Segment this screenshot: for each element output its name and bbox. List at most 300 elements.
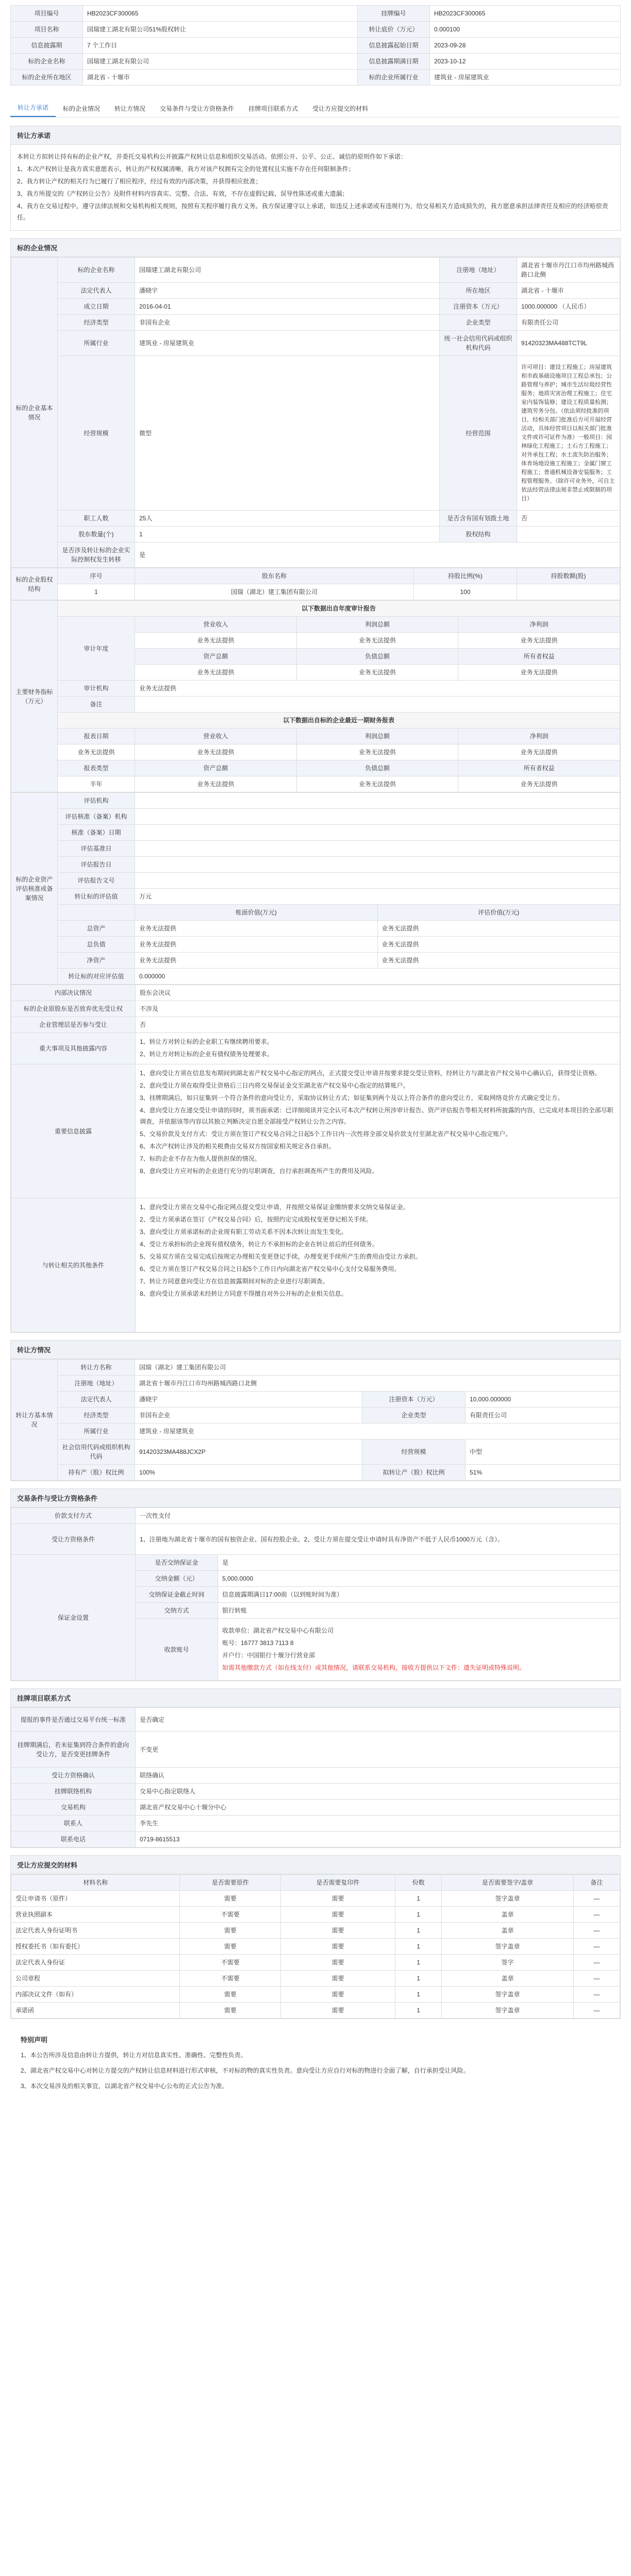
reg-address: 湖北省十堰市丹江口市均州路城西路口北侧 (517, 258, 620, 283)
cell: 1 (395, 1971, 442, 1987)
promise-line: 本转让方拟转让持有标的企业产权，并委托交易机构公开披露产权转让信息和组织交易活动。依照公开、公平、公正、诚信的原则作如下承诺： (17, 153, 407, 160)
label: 经营规模 (58, 356, 135, 511)
business-scope: 许可项目：建设工程施工；房屋建筑和市政基础设施项目工程总承包；公路管理与养护；城市生活垃圾经营性服务；地质灾害治理工程施工；住宅室内装饰装修；建设工程质量检测；建筑劳务分包。（依法须经批准的项目，经相关部门批准后方可开展经营活动，具体经营项目以相关部门批准文件或许可证件为准）一般项目：园林绿化工程施工；土石方工程施工；对外承包工程；水土流失防治服务；体育场地设施工程施工；金属门窗工程施工；普通机械设备安装服务；工程管理服务。（除许可业务外，可自主依法经营法律法规非禁止或限制的项目） (517, 356, 620, 511)
col-header: 利润总额 (296, 728, 458, 744)
label: 项目编号 (11, 6, 83, 22)
label: 企业类型 (362, 1408, 466, 1423)
value: 建筑业 - 房屋建筑业 (430, 70, 621, 86)
value: 国瑞建工湖北有限公司51%股权转让 (83, 22, 358, 38)
cell: 业务无法提供 (135, 744, 297, 760)
label: 项目名称 (11, 22, 83, 38)
cell: 盖章 (442, 1923, 574, 1939)
cond-line: 6、受让方须在签订产权交易合同之日起5个工作日内向湖北省产权交易中心支付交易服务费用。 (140, 1265, 401, 1273)
key-line: 4、意向受让方在递交受让申请的同时，须书面承诺：已详细阅读并完全认可本次产权转让所涉审计报告、资产评估报告等相关材料所披露的内容，已完成对本项目的全部尽职调查，并依据该等内容以其独立判断决定自愿全部接受产权转让公告之内容。 (140, 1107, 613, 1125)
cell: 业务无法提供 (458, 776, 620, 792)
label: 审计机构 (58, 681, 135, 697)
value (135, 857, 620, 873)
table-row (11, 2003, 620, 2019)
label: 标的企业名称 (11, 54, 83, 70)
assess-row (11, 809, 620, 825)
cell: 需要 (180, 1939, 281, 1955)
acct-line: 收款单位：湖北省产权交易中心有限公司 (222, 1626, 334, 1634)
value (135, 841, 620, 857)
assess-table (11, 792, 620, 985)
seller-own-pct: 100% (135, 1465, 362, 1481)
key-line: 8、意向受让方应对标的企业进行充分的尽职调查，自行承担调查所产生的费用及风险。 (140, 1167, 378, 1175)
label: 收款账号 (136, 1619, 218, 1681)
tab-2[interactable]: 标的企业情况 (63, 105, 101, 112)
value: HB2023CF300065 (83, 6, 358, 22)
label: 是否涉及转让标的企业实际控制权发生转移 (58, 543, 135, 568)
found-date: 2016-04-01 (135, 299, 440, 315)
cell: 不需要 (180, 1907, 281, 1923)
project-summary-table (10, 5, 621, 86)
label: 交易机构 (11, 1800, 136, 1816)
label: 企业类型 (440, 315, 517, 331)
assess-row (11, 889, 620, 905)
cell: 需要 (281, 1939, 395, 1955)
eval-value: 业务无法提供 (377, 921, 620, 937)
priority-right: 不涉及 (136, 1001, 620, 1017)
cell: 不需要 (180, 1971, 281, 1987)
cell: 法定代表人身份证明书 (11, 1923, 180, 1939)
cell: 签字盖章 (442, 1939, 574, 1955)
table-row (11, 584, 620, 600)
cell: 需要 (281, 2003, 395, 2019)
holder-name: 国瑞（湖北）建工集团有限公司 (135, 584, 414, 600)
label: 标的企业名称 (58, 258, 135, 283)
promise-text (11, 145, 620, 230)
table-row (11, 1939, 620, 1955)
seller-section (10, 1340, 621, 1481)
industry: 建筑业 - 房屋建筑业 (135, 331, 440, 356)
finance-table (11, 600, 620, 792)
eval-total: 0.000000 (135, 969, 620, 985)
table-row (11, 1891, 620, 1907)
label: 受让方资格确认 (11, 1768, 136, 1784)
label: 信息披露期满日期 (358, 54, 430, 70)
cell: 业务无法提供 (58, 744, 135, 760)
seller-promise-section (10, 126, 621, 231)
cell: 业务无法提供 (458, 633, 620, 649)
seller-table (11, 1359, 620, 1481)
cell: 1 (395, 1987, 442, 2003)
label: 审计年度 (58, 617, 135, 681)
seller-legal: 潘晓宇 (135, 1392, 362, 1408)
cell: 需要 (281, 1891, 395, 1907)
seller-size: 中型 (466, 1439, 620, 1465)
section-title: 转让方情况 (11, 1341, 620, 1359)
col-header: 净利润 (458, 617, 620, 633)
cell: — (573, 1907, 620, 1923)
summary-row (11, 22, 621, 38)
value: 湖北省产权交易中心十堰分中心 (136, 1800, 620, 1816)
promise-line: 1、本次产权转让是我方真实意愿表示，转让的产权权属清晰，我方对该产权拥有完全的处置权且实施不存在任何限制条件； (17, 165, 355, 173)
seller-etype: 有限责任公司 (466, 1408, 620, 1423)
label: 标的企业原股东是否放弃优先受让权 (11, 1001, 136, 1017)
cell: 盖章 (442, 1907, 574, 1923)
enterprise-type: 有限责任公司 (517, 315, 620, 331)
seller-econ: 非国有企业 (135, 1408, 362, 1423)
assess-row (11, 841, 620, 857)
key-line: 7、标的企业不存在为他人提供担保的情况。 (140, 1155, 261, 1162)
value: 0.000100 (430, 22, 621, 38)
col-header: 是否需要原件 (180, 1875, 281, 1891)
assess-row (11, 793, 620, 809)
cell: 业务无法提供 (135, 776, 297, 792)
cond-line: 5、交易双方须在交易完成后按规定办理相关变更登记手续，办理变更手续所产生的费用由受让方承担。 (140, 1253, 422, 1260)
label: 法定代表人 (58, 1392, 135, 1408)
label: 法定代表人 (58, 283, 135, 299)
cell: 业务无法提供 (296, 776, 458, 792)
cell: 受让申请书（原件） (11, 1891, 180, 1907)
payment-method: 一次性支付 (136, 1508, 620, 1524)
label: 备注 (58, 697, 135, 713)
value: 交易中心指定联络人 (136, 1784, 620, 1800)
label: 拟转让产（股）权比例 (362, 1465, 466, 1481)
tab-5[interactable]: 挂牌项目联系方式 (248, 105, 298, 112)
cell: 营业执照副本 (11, 1907, 180, 1923)
seller-credit: 91420323MA488JCX2P (135, 1439, 362, 1465)
label: 受让方资格条件 (11, 1524, 136, 1555)
label: 企业管理层是否参与受让 (11, 1017, 136, 1033)
value: 湖北省 - 十堰市 (83, 70, 358, 86)
label: 交纳金额（元） (136, 1571, 218, 1587)
label: 评估核准（备案）机构 (58, 809, 135, 825)
col-header: 材料名称 (11, 1875, 180, 1891)
cell: 业务无法提供 (135, 633, 297, 649)
docs-table (11, 1874, 620, 2019)
credit-code: 91420323MA488TCT9L (517, 331, 620, 356)
cell: 业务无法提供 (135, 665, 297, 681)
summary-row (11, 70, 621, 86)
label: 内部决议情况 (11, 985, 136, 1001)
label: 挂牌编号 (358, 6, 430, 22)
cell: 需要 (180, 1923, 281, 1939)
value: 联络确认 (136, 1768, 620, 1784)
label: 交纳方式 (136, 1603, 218, 1619)
book-value: 业务无法提供 (135, 953, 378, 969)
summary-row (11, 54, 621, 70)
cell: 业务无法提供 (296, 665, 458, 681)
holders-table (11, 568, 620, 600)
value: 0719-8615513 (136, 1832, 620, 1848)
label: 信息披露起始日期 (358, 38, 430, 54)
label: 是否含有国有划拨土地 (440, 511, 517, 527)
table-row (11, 1907, 620, 1923)
allocated-land: 否 (517, 511, 620, 527)
label: 与转让相关的其他条件 (11, 1198, 136, 1332)
book-value: 业务无法提供 (135, 921, 378, 937)
cell: 需要 (180, 1987, 281, 2003)
cell: 需要 (180, 2003, 281, 2019)
key-disclosure (136, 1064, 620, 1198)
notice-text (21, 2049, 610, 2092)
bank-account (218, 1619, 620, 1681)
label: 注册资本（万元） (440, 299, 517, 315)
promise-line: 2、我方转让产权的相关行为已履行了相应程序，经过有效的内部决策，并获得相应批准； (17, 178, 262, 185)
key-line: 5、交易价款及支付方式：受让方须在签订产权交易合同之日起5个工作日内一次性将全部交易价款支付至湖北省产权交易中心指定账户。 (140, 1130, 512, 1138)
summary-row (11, 6, 621, 22)
cell: 需要 (281, 1971, 395, 1987)
cell: 承诺函 (11, 2003, 180, 2019)
table-row (11, 1923, 620, 1939)
assess-row (11, 857, 620, 873)
label: 重要信息披露 (11, 1064, 136, 1198)
major-matters (136, 1033, 620, 1064)
holder-count: 1 (135, 527, 440, 543)
promise-line: 4、我方在交易过程中，遵守法律法规和交易机构相关规则，按照有关程序履行我方义务。我方保证遵守以上承诺，如违反上述承诺或有违规行为，给交易相关方造成损失的，我方愿意承担法律责任及相应的经济赔偿责任。 (17, 202, 608, 221)
col-header: 序号 (58, 568, 135, 584)
docs-head-row (11, 1875, 620, 1891)
acct-line: 开户行：中国银行十堰分行营业部 (222, 1651, 315, 1659)
cell: 1 (395, 2003, 442, 2019)
holder-structure (517, 527, 620, 543)
side-label: 标的企业股权结构 (11, 568, 58, 600)
cell: 签字盖章 (442, 2003, 574, 2019)
summary-row (11, 38, 621, 54)
internal-resolution: 股东会决议 (136, 985, 620, 1001)
cond-line: 8、意向受让方须承诺未经转让方同意不得擅自对外公开标的企业相关信息。 (140, 1290, 347, 1297)
cell: 1 (395, 1939, 442, 1955)
col-header: 所有者权益 (458, 760, 620, 776)
label: 标的企业所在地区 (11, 70, 83, 86)
label: 经济类型 (58, 1408, 135, 1423)
assess-row (11, 825, 620, 841)
col-header: 利润总额 (296, 617, 458, 633)
cell: 1 (395, 1923, 442, 1939)
col-header: 报表类型 (58, 760, 135, 776)
label: 提报的事件是否通过交易平台统一标准 (11, 1708, 136, 1732)
section-title: 受让方应提交的材料 (11, 1856, 620, 1874)
label: 标的企业所属行业 (358, 70, 430, 86)
label: 评估基准日 (58, 841, 135, 857)
book-value: 业务无法提供 (135, 937, 378, 953)
label: 所在地区 (440, 283, 517, 299)
holder-shares (517, 584, 620, 600)
label: 联系电话 (11, 1832, 136, 1848)
label: 注册地（地址） (58, 1376, 135, 1392)
cell: — (573, 1971, 620, 1987)
col-header: 持股数额(股) (517, 568, 620, 584)
company-name: 国瑞建工湖北有限公司 (135, 258, 440, 283)
value: 国瑞建工湖北有限公司 (83, 54, 358, 70)
unified-standard: 是否确定 (136, 1708, 620, 1732)
side-label: 主要财务指标（万元） (11, 601, 58, 792)
cell: 盖章 (442, 1971, 574, 1987)
notice-line: 2、湖北省产权交易中心对转让方提交的产权转让信息材料进行形式审核，不对标的物的真实性负责。意向受让方应自行对标的物进行全面了解，自行承担受让风险。 (21, 2067, 470, 2074)
contact-row (11, 1784, 620, 1800)
col-header: 营业收入 (135, 617, 297, 633)
notice-line: 3、本次交易涉及的相关事宜，以湖北省产权交易中心公布的正式公告为准。 (21, 2082, 228, 2090)
table-row (11, 1987, 620, 2003)
contact-row (11, 1768, 620, 1784)
value (135, 825, 620, 841)
value: 2023-10-12 (430, 54, 621, 70)
label: 交纳保证金截止时间 (136, 1587, 218, 1603)
label: 重大事项及其他披露内容 (11, 1033, 136, 1064)
value: 万元 (135, 889, 620, 905)
assess-row (11, 873, 620, 889)
buyer-qualification: 1、注册地为湖北省十堰市的国有独资企业、国有控股企业。2、受让方须在提交受让申请时具有净资产不低于人民币1000万元（含）。 (136, 1524, 620, 1555)
notice-title: 特别声明 (21, 2036, 48, 2044)
col-header: 账面价值(万元) (135, 905, 378, 921)
notice-section (10, 2026, 621, 2104)
label: 股东数量(个) (58, 527, 135, 543)
control-transfer: 是 (135, 543, 620, 568)
matter-line: 1、转让方对转让标的企业职工有继续聘用要求。 (140, 1038, 273, 1045)
key-line: 1、意向受让方须在信息发布期间到湖北省产权交易中心指定的网点，正式提交受让申请并按要求提交受让资料，经转让方与湖北省产权交易中心确认后，获得受让资格。 (140, 1070, 601, 1077)
tab-6[interactable]: 受让方应提交的材料 (312, 105, 369, 112)
cell: 业务无法提供 (458, 665, 620, 681)
label: 联系人 (11, 1816, 136, 1832)
col-header: 资产总额 (135, 760, 297, 776)
sub-title: 以下数据出自标的企业最近一期财务报表 (58, 713, 620, 728)
table-row (11, 1971, 620, 1987)
tab-1[interactable]: 转让方承诺 (10, 99, 56, 117)
label: 职工人数 (58, 511, 135, 527)
promise-line: 3、我方所提交的《产权转让公告》及附件材料内容真实、完整、合法、有效，不存在虚假记载、误导性陈述或重大遗漏； (17, 190, 348, 197)
cell: 签字盖章 (442, 1891, 574, 1907)
label: 挂牌期满后，若未征集到符合条件的意向受让方，是否变更挂牌条件 (11, 1732, 136, 1768)
cell: 需要 (180, 1891, 281, 1907)
label: 注册资本（万元） (362, 1392, 466, 1408)
label: 评估报告文号 (58, 873, 135, 889)
value (135, 809, 620, 825)
seller-industry: 建筑业 - 房屋建筑业 (135, 1423, 620, 1439)
cell: 签字盖章 (442, 1987, 574, 2003)
label: 信息披露期 (11, 38, 83, 54)
seller-name: 国瑞（湖北）建工集团有限公司 (135, 1360, 620, 1376)
value: 7 个工作日 (83, 38, 358, 54)
label: 价款支付方式 (11, 1508, 136, 1524)
col-header: 备注 (573, 1875, 620, 1891)
holder-pct: 100 (414, 584, 517, 600)
cond-line: 3、意向受让方须承诺标的企业现有职工劳动关系不因本次转让而发生变化。 (140, 1228, 347, 1235)
col-header: 资产总额 (135, 649, 297, 665)
assess-head-row (11, 905, 620, 921)
deposit-required: 是 (218, 1555, 620, 1571)
section-title: 挂牌项目联系方式 (11, 1689, 620, 1707)
side-label: 转让方基本情况 (11, 1360, 58, 1481)
staff-count: 25人 (135, 511, 440, 527)
section-title: 标的企业情况 (11, 239, 620, 257)
label: 所属行业 (58, 1423, 135, 1439)
assess-value-row (11, 937, 620, 953)
label: 挂牌联络机构 (11, 1784, 136, 1800)
deposit-deadline: 信息披露期满日17:00前（以到账时间为准） (218, 1587, 620, 1603)
cell: 需要 (281, 1923, 395, 1939)
tab-4[interactable]: 交易条件与受让方资格条件 (160, 105, 235, 112)
remark (135, 697, 620, 713)
cond-line: 2、受让方须承诺在签订《产权交易合同》后，按照约定完成股权变更登记相关手续。 (140, 1216, 372, 1223)
cell: 授权委托书（如有委托） (11, 1939, 180, 1955)
section-title: 转让方承诺 (11, 126, 620, 145)
region: 湖北省 - 十堰市 (517, 283, 620, 299)
cell: 法定代表人身份证 (11, 1955, 180, 1971)
section-title: 交易条件与受让方资格条件 (11, 1489, 620, 1507)
change-condition: 不变更 (136, 1732, 620, 1768)
cell: 1 (395, 1907, 442, 1923)
label: 是否交纳保证金 (136, 1555, 218, 1571)
assess-row (11, 969, 620, 985)
business-size: 微型 (135, 356, 440, 511)
label: 评估机构 (58, 793, 135, 809)
cell: 需要 (281, 1955, 395, 1971)
side-label: 标的企业基本情况 (11, 258, 58, 568)
col-header: 净利润 (458, 728, 620, 744)
col-header: 所有者权益 (458, 649, 620, 665)
side-label: 标的企业资产评估核准或备案情况 (11, 793, 58, 985)
col-header: 股东名称 (135, 568, 414, 584)
cell: — (573, 1987, 620, 2003)
tab-3[interactable]: 转让方情况 (114, 105, 146, 112)
label: 经济类型 (58, 315, 135, 331)
label: 股权结构 (440, 527, 517, 543)
contact-row (11, 1832, 620, 1848)
cond-line: 1、意向受让方须在交易中心指定网点提交受让申请，并按照交易保证金缴纳要求交纳交易保证金。 (140, 1204, 409, 1211)
col-header: 是否需要复印件 (281, 1875, 395, 1891)
label: 净资产 (58, 953, 135, 969)
label: 评估报告日 (58, 857, 135, 873)
cell: 业务无法提供 (296, 744, 458, 760)
matter-line: 2、转让方对转让标的企业有债权债务处理要求。 (140, 1050, 273, 1058)
reg-capital: 1000.000000 （人民币） (517, 299, 620, 315)
col-header: 份数 (395, 1875, 442, 1891)
cond-line: 4、受让方承担标的企业现有债权债务，转让方不承担标的企业在转让前后的任何债务。 (140, 1241, 378, 1248)
cell: 业务无法提供 (296, 633, 458, 649)
label: 经营规模 (362, 1439, 466, 1465)
label: 所属行业 (58, 331, 135, 356)
label: 持有产（股）权比例 (58, 1465, 135, 1481)
contact-row (11, 1816, 620, 1832)
deposit-amount: 5,000.0000 (218, 1571, 620, 1587)
cell: — (573, 1955, 620, 1971)
label: 核准（备案）日期 (58, 825, 135, 841)
key-line: 2、意向受让方须在取得受让资格后三日内将交易保证金交至湖北省产权交易中心指定的结算账户。 (140, 1082, 409, 1089)
value (135, 793, 620, 809)
other-info-table (11, 985, 620, 1332)
col-header: 评估价值(万元) (377, 905, 620, 921)
holder-no: 1 (58, 584, 135, 600)
notice-line: 1、本公告所涉及信息由转让方提供，转让方对信息真实性、准确性、完整性负责。 (21, 2052, 247, 2059)
cell: 需要 (281, 1987, 395, 2003)
legal-rep: 潘晓宇 (135, 283, 440, 299)
col-header: 报表日期 (58, 728, 135, 744)
mgmt-participation: 否 (136, 1017, 620, 1033)
key-line: 3、挂牌期满后，如只征集到一个符合条件的意向受让方，采取协议转让方式；如征集到两个及以上符合条件的意向受让方，采取网络竞价方式确定受让方。 (140, 1094, 564, 1101)
other-conditions (136, 1198, 620, 1332)
assess-value-row (11, 953, 620, 969)
docs-section (10, 1855, 621, 2019)
seller-capital: 10,000.000000 (466, 1392, 620, 1408)
label: 社会信用代码或组织机构代码 (58, 1439, 135, 1465)
cell: 半年 (58, 776, 135, 792)
cell: 1 (395, 1891, 442, 1907)
cell: — (573, 1939, 620, 1955)
label: 保证金设置 (11, 1555, 136, 1681)
value (135, 873, 620, 889)
acct-line: 账号：16777 3813 7113 8 (222, 1639, 294, 1647)
cell: 内部决议文件（如有） (11, 1987, 180, 2003)
eval-value: 业务无法提供 (377, 953, 620, 969)
label: 经营范围 (440, 356, 517, 511)
audit-firm: 业务无法提供 (135, 681, 620, 697)
cell: — (573, 1923, 620, 1939)
contact-row (11, 1800, 620, 1816)
cell: 不需要 (180, 1955, 281, 1971)
col-header (58, 905, 135, 921)
